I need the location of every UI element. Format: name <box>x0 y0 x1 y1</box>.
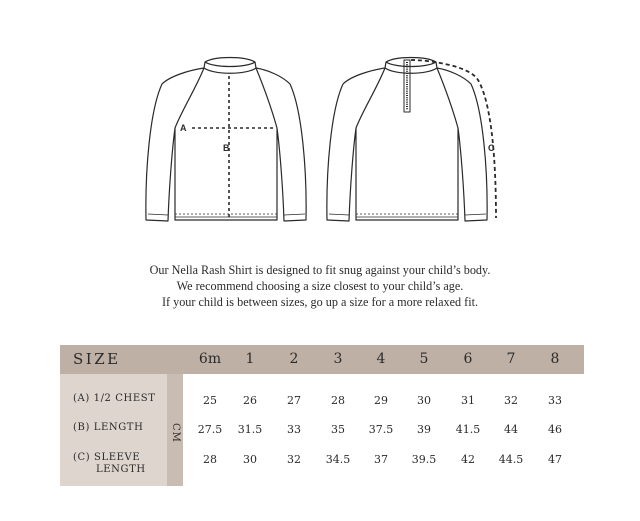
table-cell: 35 <box>331 423 345 436</box>
table-cell: 31.5 <box>237 423 263 436</box>
table-cell: 28 <box>203 453 217 466</box>
shirt-illustrations <box>0 0 640 250</box>
size-col-header: 1 <box>245 351 255 367</box>
size-chart-table <box>60 345 584 486</box>
measure-a-label: A <box>180 123 187 133</box>
table-cell: 26 <box>243 394 257 407</box>
table-cell: 39.5 <box>411 453 437 466</box>
table-cell: 30 <box>417 394 431 407</box>
measure-c-label: C <box>488 143 495 153</box>
table-cell: 46 <box>548 423 562 436</box>
table-cell: 29 <box>374 394 388 407</box>
size-col-header: 2 <box>289 351 299 367</box>
table-cell: 47 <box>548 453 562 466</box>
size-col-header: 8 <box>550 351 560 367</box>
table-cell: 27.5 <box>197 423 223 436</box>
size-col-header: 4 <box>376 351 386 367</box>
back-shirt-drawing <box>327 58 496 222</box>
table-cell: 37.5 <box>368 423 394 436</box>
size-col-header: 6 <box>463 351 473 367</box>
measure-b-label: B <box>223 143 230 153</box>
size-title: SIZE <box>73 350 121 368</box>
description-line-1: Our Nella Rash Shirt is designed to fit snug against your child’s body. <box>149 263 491 277</box>
description-line-3: If your child is between sizes, go up a size for a more relaxed fit. <box>161 295 479 309</box>
size-col-header: 5 <box>419 351 429 367</box>
table-cell: 27 <box>287 394 301 407</box>
fit-description <box>0 262 640 310</box>
front-shirt-drawing <box>146 58 306 222</box>
table-cell: 31 <box>461 394 475 407</box>
table-cell: 44.5 <box>498 453 524 466</box>
row-label-sleeve: (C) SLEEVE LENGTH <box>73 452 146 475</box>
description-line-2: We recommend choosing a size closest to your child’s age. <box>176 279 464 293</box>
table-cell: 41.5 <box>455 423 481 436</box>
table-cell: 32 <box>504 394 518 407</box>
table-cell: 33 <box>287 423 301 436</box>
size-col-header: 3 <box>333 351 343 367</box>
row-label-chest: (A) 1/2 CHEST <box>73 393 156 404</box>
table-cell: 28 <box>331 394 345 407</box>
table-cell: 32 <box>287 453 301 466</box>
table-cell: 33 <box>548 394 562 407</box>
table-cell: 42 <box>461 453 475 466</box>
table-cell: 37 <box>374 453 388 466</box>
table-cell: 30 <box>243 453 257 466</box>
size-col-header: 6m <box>198 351 222 367</box>
table-cell: 25 <box>203 394 217 407</box>
row-label-length: (B) LENGTH <box>73 422 144 433</box>
table-cell: 44 <box>504 423 518 436</box>
size-header-row <box>60 345 584 374</box>
table-cell: 39 <box>417 423 431 436</box>
unit-label: CM <box>170 423 181 443</box>
table-cell: 34.5 <box>325 453 351 466</box>
size-col-header: 7 <box>506 351 516 367</box>
